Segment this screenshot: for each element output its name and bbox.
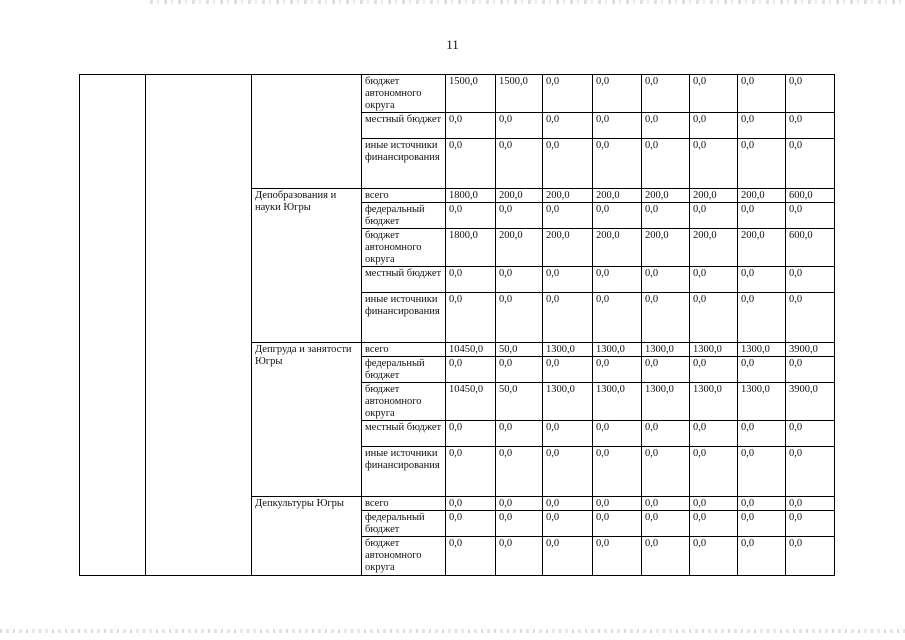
value-cell: 0,0	[738, 537, 786, 576]
value-cell: 0,0	[496, 511, 543, 537]
value-cell: 0,0	[642, 139, 690, 189]
value-cell: 0,0	[690, 267, 738, 293]
value-cell: 0,0	[642, 267, 690, 293]
value-cell: 0,0	[496, 293, 543, 343]
value-cell: 0,0	[593, 511, 642, 537]
value-cell: 1300,0	[738, 383, 786, 421]
value-cell: 1300,0	[738, 343, 786, 357]
value-cell: 0,0	[496, 357, 543, 383]
value-cell: 0,0	[593, 447, 642, 497]
value-cell: 0,0	[496, 139, 543, 189]
value-cell: 0,0	[690, 293, 738, 343]
value-cell: 200,0	[690, 229, 738, 267]
value-cell: 3900,0	[786, 383, 835, 421]
value-cell: 1300,0	[593, 343, 642, 357]
value-cell: 0,0	[786, 497, 835, 511]
value-cell: 0,0	[593, 75, 642, 113]
value-cell: 0,0	[593, 203, 642, 229]
value-cell: 0,0	[738, 447, 786, 497]
value-cell: 1300,0	[543, 343, 593, 357]
value-cell: 0,0	[690, 421, 738, 447]
funding-source-cell: местный бюджет	[362, 421, 446, 447]
value-cell: 0,0	[786, 203, 835, 229]
value-cell: 200,0	[543, 189, 593, 203]
value-cell: 0,0	[543, 511, 593, 537]
value-cell: 0,0	[642, 357, 690, 383]
value-cell: 0,0	[786, 267, 835, 293]
value-cell: 1300,0	[543, 383, 593, 421]
scan-artifact-top	[150, 0, 905, 4]
funding-source-cell: иные источники финансирования	[362, 447, 446, 497]
value-cell: 0,0	[543, 447, 593, 497]
value-cell: 0,0	[690, 113, 738, 139]
value-cell: 0,0	[738, 293, 786, 343]
value-cell: 0,0	[593, 293, 642, 343]
value-cell: 0,0	[496, 497, 543, 511]
value-cell: 0,0	[690, 511, 738, 537]
value-cell: 1800,0	[446, 189, 496, 203]
agency-cell: Депобразования и науки Югры	[252, 189, 362, 343]
value-cell: 1800,0	[446, 229, 496, 267]
value-cell: 0,0	[786, 537, 835, 576]
value-cell: 0,0	[446, 537, 496, 576]
value-cell: 0,0	[738, 497, 786, 511]
value-cell: 200,0	[738, 229, 786, 267]
value-cell: 0,0	[543, 421, 593, 447]
value-cell: 0,0	[738, 139, 786, 189]
value-cell: 0,0	[446, 203, 496, 229]
value-cell: 0,0	[786, 293, 835, 343]
value-cell: 200,0	[690, 189, 738, 203]
value-cell: 0,0	[496, 537, 543, 576]
funding-source-cell: всего	[362, 343, 446, 357]
value-cell: 0,0	[690, 537, 738, 576]
value-cell: 0,0	[690, 75, 738, 113]
value-cell: 200,0	[738, 189, 786, 203]
value-cell: 0,0	[642, 447, 690, 497]
scan-artifact-bottom	[0, 629, 905, 633]
value-cell: 0,0	[496, 447, 543, 497]
value-cell: 0,0	[738, 203, 786, 229]
value-cell: 0,0	[446, 421, 496, 447]
value-cell: 1300,0	[642, 383, 690, 421]
value-cell: 0,0	[496, 421, 543, 447]
value-cell: 0,0	[446, 293, 496, 343]
value-cell: 0,0	[786, 357, 835, 383]
value-cell: 1300,0	[593, 383, 642, 421]
value-cell: 0,0	[642, 203, 690, 229]
value-cell: 0,0	[593, 267, 642, 293]
value-cell: 1500,0	[496, 75, 543, 113]
value-cell: 200,0	[593, 229, 642, 267]
value-cell: 50,0	[496, 383, 543, 421]
funding-source-cell: бюджет автономного округа	[362, 537, 446, 576]
funding-source-cell: всего	[362, 497, 446, 511]
value-cell: 0,0	[543, 357, 593, 383]
agency-cell: Депгруда и занятости Югры	[252, 343, 362, 497]
agency-cell: Депкультуры Югры	[252, 497, 362, 576]
funding-source-cell: федеральный бюджет	[362, 511, 446, 537]
value-cell: 0,0	[446, 511, 496, 537]
table-row	[80, 75, 835, 113]
value-cell: 0,0	[496, 267, 543, 293]
value-cell: 0,0	[786, 75, 835, 113]
value-cell: 0,0	[543, 497, 593, 511]
value-cell: 0,0	[738, 421, 786, 447]
value-cell: 0,0	[593, 113, 642, 139]
value-cell: 0,0	[690, 357, 738, 383]
value-cell: 1300,0	[690, 343, 738, 357]
value-cell: 50,0	[496, 343, 543, 357]
value-cell: 0,0	[496, 203, 543, 229]
page-number: 11	[446, 37, 459, 52]
value-cell: 0,0	[446, 267, 496, 293]
value-cell: 0,0	[642, 113, 690, 139]
value-cell: 0,0	[738, 113, 786, 139]
value-cell: 0,0	[593, 139, 642, 189]
funding-source-cell: федеральный бюджет	[362, 357, 446, 383]
funding-source-cell: бюджет автономного округа	[362, 229, 446, 267]
value-cell: 0,0	[690, 447, 738, 497]
value-cell: 10450,0	[446, 383, 496, 421]
value-cell: 200,0	[593, 189, 642, 203]
value-cell: 0,0	[642, 293, 690, 343]
value-cell: 0,0	[642, 75, 690, 113]
value-cell: 0,0	[738, 357, 786, 383]
funding-source-cell: местный бюджет	[362, 113, 446, 139]
value-cell: 0,0	[446, 113, 496, 139]
value-cell: 0,0	[593, 421, 642, 447]
value-cell: 0,0	[543, 537, 593, 576]
value-cell: 3900,0	[786, 343, 835, 357]
value-cell: 0,0	[543, 75, 593, 113]
value-cell: 0,0	[446, 447, 496, 497]
value-cell: 0,0	[786, 421, 835, 447]
value-cell: 0,0	[446, 139, 496, 189]
value-cell: 200,0	[496, 189, 543, 203]
value-cell: 0,0	[543, 139, 593, 189]
value-cell: 0,0	[642, 511, 690, 537]
value-cell: 0,0	[786, 511, 835, 537]
value-cell: 0,0	[690, 203, 738, 229]
agency-cell	[252, 75, 362, 189]
value-cell: 600,0	[786, 189, 835, 203]
empty-col-1	[80, 75, 146, 576]
value-cell: 600,0	[786, 229, 835, 267]
value-cell: 0,0	[738, 511, 786, 537]
funding-source-cell: федеральный бюджет	[362, 203, 446, 229]
funding-source-cell: иные источники финансирования	[362, 293, 446, 343]
value-cell: 0,0	[786, 139, 835, 189]
value-cell: 0,0	[642, 537, 690, 576]
value-cell: 0,0	[543, 113, 593, 139]
value-cell: 0,0	[690, 139, 738, 189]
funding-source-cell: местный бюджет	[362, 267, 446, 293]
funding-source-cell: бюджет автономного округа	[362, 75, 446, 113]
funding-source-cell: бюджет автономного округа	[362, 383, 446, 421]
value-cell: 0,0	[593, 357, 642, 383]
funding-source-cell: иные источники финансирования	[362, 139, 446, 189]
value-cell: 0,0	[642, 497, 690, 511]
value-cell: 0,0	[543, 293, 593, 343]
value-cell: 0,0	[543, 203, 593, 229]
value-cell: 0,0	[496, 113, 543, 139]
budget-table	[79, 74, 835, 576]
funding-source-cell: всего	[362, 189, 446, 203]
value-cell: 0,0	[593, 537, 642, 576]
value-cell: 0,0	[786, 113, 835, 139]
value-cell: 0,0	[786, 447, 835, 497]
value-cell: 10450,0	[446, 343, 496, 357]
value-cell: 0,0	[738, 267, 786, 293]
value-cell: 200,0	[496, 229, 543, 267]
value-cell: 200,0	[642, 229, 690, 267]
value-cell: 1300,0	[690, 383, 738, 421]
value-cell: 200,0	[642, 189, 690, 203]
value-cell: 0,0	[738, 75, 786, 113]
value-cell: 1300,0	[642, 343, 690, 357]
value-cell: 0,0	[446, 497, 496, 511]
value-cell: 0,0	[642, 421, 690, 447]
value-cell: 0,0	[543, 267, 593, 293]
value-cell: 200,0	[543, 229, 593, 267]
value-cell: 0,0	[690, 497, 738, 511]
value-cell: 0,0	[446, 357, 496, 383]
value-cell: 1500,0	[446, 75, 496, 113]
empty-col-2	[146, 75, 252, 576]
value-cell: 0,0	[593, 497, 642, 511]
